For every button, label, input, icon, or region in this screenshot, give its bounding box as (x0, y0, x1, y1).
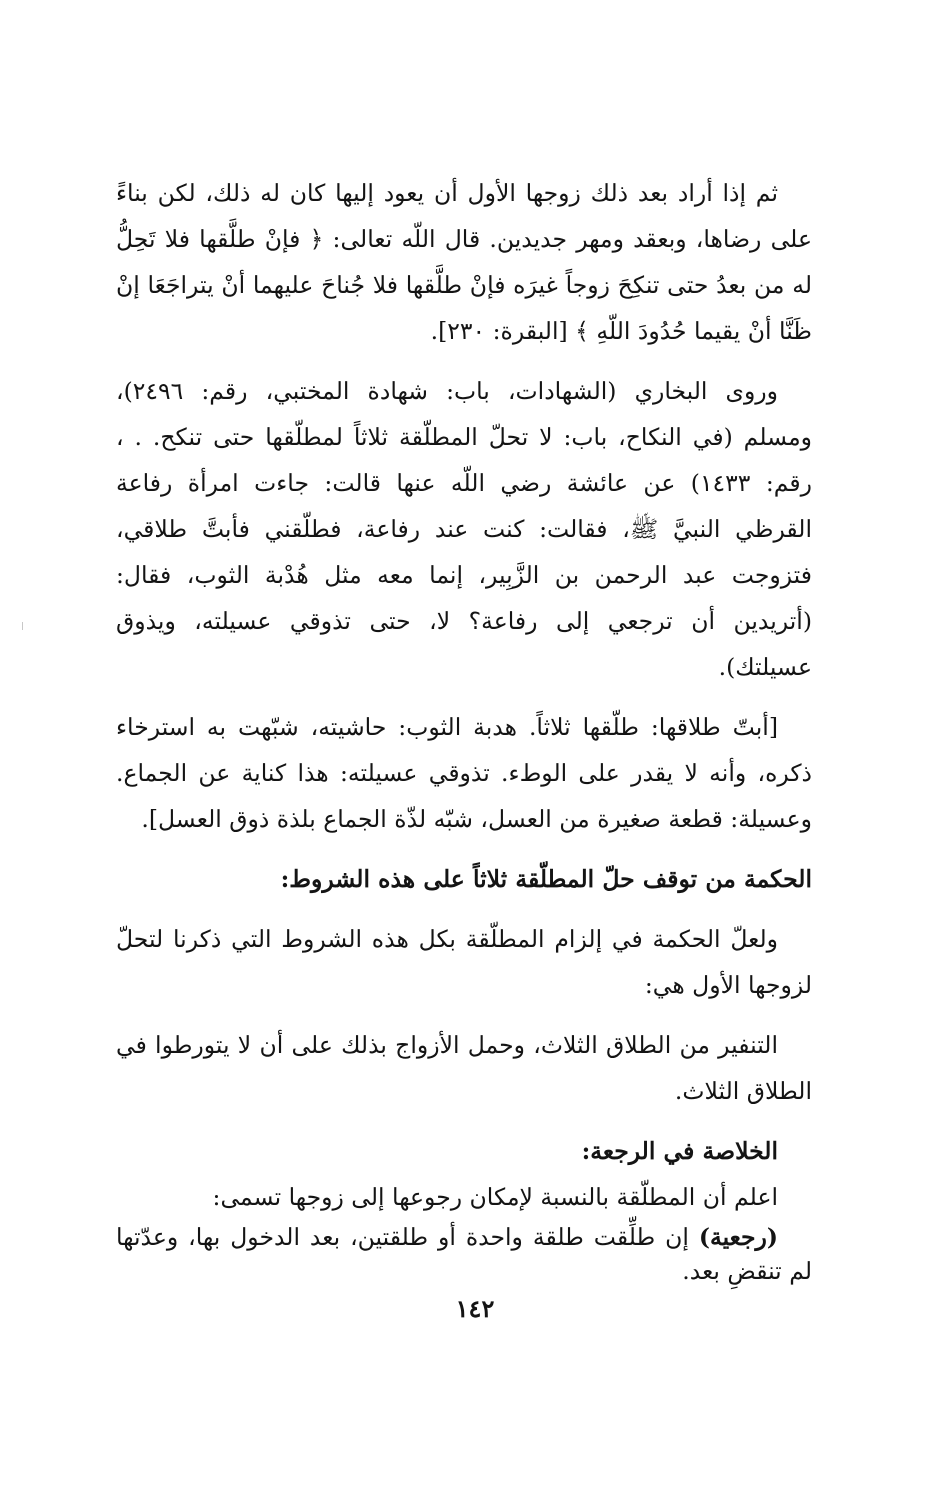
paragraph-summary-item (116, 1220, 812, 1288)
paragraph-glossary: [أبتّ طلاقها: طلّقها ثلاثاً. هدبة الثوب: حاشيته، شبّهت به استرخاء ذكره، وأنه لا يقدر على الوطء. تذوقي عسيلته: هذا كناية عن الجماع. وعسيلة: قطعة صغيرة من العسل، شبّه لذّة الجماع بلذة ذوق العسل]. (116, 713, 812, 833)
paragraph-hadith: وروى البخاري (الشهادات، باب: شهادة المختبي، رقم: ٢٤٩٦)، ومسلم (في النكاح، باب: لا تحلّ المطلّقة ثلاثاً لمطلّقها حتى تنكح. . ، رقم: ١٤٣٣) عن عائشة رضي اللّه عنها قالت: جاءت امرأة رفاعة القرظي النبيَّ ﷺ، فقالت: كنت عند رفاعة، فطلّقني فأبتَّ طلاقي، فتزوجت عبد الرحمن بن الزَّبِير، إنما معه مثل هُدْبة الثوب، فقال: (أتريدين أن ترجعي إلى رفاعة؟ لا، حتى تذوقي عسيلته، ويذوق عسيلتك). (116, 377, 812, 681)
summary-item-term: (رجعية) (698, 1223, 778, 1251)
paragraph-deterrence: التنفير من الطلاق الثلاث، وحمل الأزواج بذلك على أن لا يتورطوا في الطلاق الثلاث. (116, 1031, 812, 1105)
paragraph-remarriage: ثم إذا أراد بعد ذلك زوجها الأول أن يعود إليها كان له ذلك، لكن بناءً على رضاها، وبعقد ومهر جديدين. قال اللّه تعالى: ﴿ فإنْ طلَّقها فلا تَحِلُّ له من بعدُ حتى تنكِحَ زوجاً غيرَه فإنْ طلَّقها فلا جُناحَ عليهما أنْ يتراجَعَا إنْ ظَنَّا أنْ يقيما حُدُودَ اللّهِ ﴾ [البقرة: ٢٣٠]. (116, 179, 812, 345)
page-body (116, 170, 812, 1288)
paragraph-summary-intro: اعلم أن المطلّقة بالنسبة لإمكان رجوعها إلى زوجها تسمى: (212, 1183, 778, 1211)
paragraph-wisdom: ولعلّ الحكمة في إلزام المطلّقة بكل هذه الشروط التي ذكرنا لتحلّ لزوجها الأول هي: (116, 925, 812, 999)
heading-wisdom: الحكمة من توقف حلّ المطلّقة ثلاثاً على هذه الشروط: (280, 865, 812, 893)
page-number: ١٤٢ (455, 1294, 495, 1323)
heading-summary: الخلاصة في الرجعة: (581, 1137, 778, 1165)
summary-item-text: إن طلِّقت طلقة واحدة أو طلقتين، بعد الدخول بها، وعدّتها لم تنقضِ بعد. (116, 1223, 812, 1285)
margin-mark (22, 622, 23, 630)
